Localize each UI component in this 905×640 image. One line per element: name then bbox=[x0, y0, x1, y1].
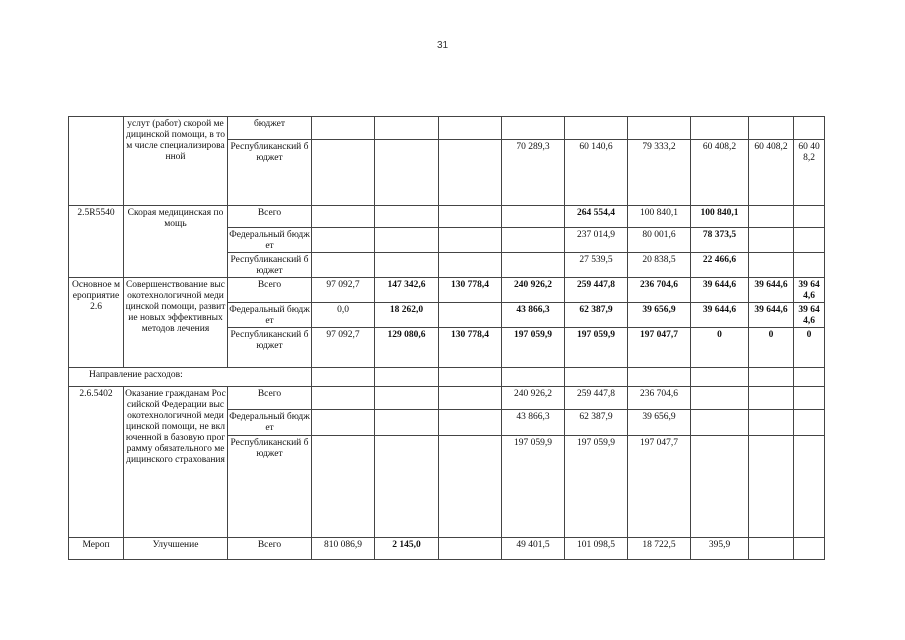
table-cell bbox=[749, 253, 794, 278]
table-cell: 147 342,6 bbox=[375, 278, 439, 303]
table-cell: Федеральный бюджет bbox=[228, 228, 312, 253]
table-cell: 60 140,6 bbox=[565, 140, 628, 206]
table-cell: 60 408,2 bbox=[794, 140, 825, 206]
table-cell: 39 644,6 bbox=[691, 278, 749, 303]
table-cell bbox=[439, 368, 502, 387]
table-cell: 0,0 bbox=[312, 303, 375, 328]
table-cell: Совершенствование высокотехнологичной медицинской помощи, развитие новых эффективных методов лечения bbox=[124, 278, 228, 368]
table-cell bbox=[312, 410, 375, 436]
table-cell bbox=[375, 140, 439, 206]
table-cell: Оказание гражданам Российской Федерации высокотехнологичной медицинской помощи, не включенной в базовую программу обязательного медицинского страхования bbox=[124, 387, 228, 538]
table-cell: Федеральный бюджет bbox=[228, 303, 312, 328]
table-cell bbox=[502, 253, 565, 278]
table-cell: 62 387,9 bbox=[565, 410, 628, 436]
table-cell: 79 333,2 bbox=[628, 140, 691, 206]
table-cell: 70 289,3 bbox=[502, 140, 565, 206]
table-cell bbox=[439, 140, 502, 206]
table-cell bbox=[375, 387, 439, 410]
table-cell bbox=[502, 368, 565, 387]
table-cell bbox=[375, 253, 439, 278]
table-row bbox=[69, 538, 825, 560]
table-cell bbox=[312, 436, 375, 538]
budget-table bbox=[68, 116, 825, 560]
table-cell: 240 926,2 bbox=[502, 278, 565, 303]
table-cell bbox=[312, 253, 375, 278]
table-cell: 18 722,5 bbox=[628, 538, 691, 560]
table-cell: 39 644,6 bbox=[794, 278, 825, 303]
table-cell: 810 086,9 bbox=[312, 538, 375, 560]
table-cell: 97 092,7 bbox=[312, 328, 375, 368]
table-cell bbox=[794, 436, 825, 538]
table-cell: 240 926,2 bbox=[502, 387, 565, 410]
table-row bbox=[69, 278, 825, 303]
table-cell: 197 047,7 bbox=[628, 328, 691, 368]
table-row bbox=[69, 117, 825, 140]
table-cell bbox=[749, 538, 794, 560]
table-cell: Республиканский бюджет bbox=[228, 140, 312, 206]
table-cell: Всего bbox=[228, 278, 312, 303]
table-cell: 39 644,6 bbox=[749, 278, 794, 303]
table-cell bbox=[69, 117, 124, 206]
table-cell bbox=[794, 387, 825, 410]
table-cell bbox=[794, 368, 825, 387]
table-cell bbox=[749, 368, 794, 387]
table-cell bbox=[439, 387, 502, 410]
table-cell: 2.5R5540 bbox=[69, 206, 124, 278]
table-cell bbox=[312, 117, 375, 140]
table-cell bbox=[794, 410, 825, 436]
table-cell bbox=[749, 117, 794, 140]
table-cell bbox=[691, 436, 749, 538]
table-cell bbox=[565, 117, 628, 140]
table-cell: Мероп bbox=[69, 538, 124, 560]
table-cell: 49 401,5 bbox=[502, 538, 565, 560]
table-cell bbox=[749, 387, 794, 410]
table-cell: 80 001,6 bbox=[628, 228, 691, 253]
table-cell bbox=[439, 206, 502, 228]
table-cell bbox=[312, 206, 375, 228]
table-cell: 20 838,5 bbox=[628, 253, 691, 278]
table-cell: бюджет bbox=[228, 117, 312, 140]
table-cell: Республиканский бюджет bbox=[228, 436, 312, 538]
table-cell bbox=[312, 387, 375, 410]
table-cell: 43 866,3 bbox=[502, 410, 565, 436]
table-cell: Всего bbox=[228, 538, 312, 560]
table-cell: 100 840,1 bbox=[628, 206, 691, 228]
table-cell bbox=[794, 228, 825, 253]
table-cell: 97 092,7 bbox=[312, 278, 375, 303]
table-cell: 39 644,6 bbox=[794, 303, 825, 328]
table-cell bbox=[749, 410, 794, 436]
table-cell: 62 387,9 bbox=[565, 303, 628, 328]
table-cell bbox=[439, 117, 502, 140]
table-cell: 2.6.5402 bbox=[69, 387, 124, 538]
table-cell: Республиканский бюджет bbox=[228, 328, 312, 368]
table-cell: 39 644,6 bbox=[749, 303, 794, 328]
table-cell: 236 704,6 bbox=[628, 278, 691, 303]
table-cell: 39 644,6 bbox=[691, 303, 749, 328]
table-cell bbox=[312, 368, 375, 387]
table-cell bbox=[375, 410, 439, 436]
table-cell: 27 539,5 bbox=[565, 253, 628, 278]
table-cell: 43 866,3 bbox=[502, 303, 565, 328]
table-cell bbox=[375, 228, 439, 253]
table-cell: 237 014,9 bbox=[565, 228, 628, 253]
table-cell bbox=[439, 410, 502, 436]
table-cell: 130 778,4 bbox=[439, 278, 502, 303]
table-cell bbox=[749, 228, 794, 253]
table-cell: услут (работ) скорой медицинской помощи, в том числе специализированной bbox=[124, 117, 228, 206]
table-cell bbox=[628, 368, 691, 387]
table-cell bbox=[502, 117, 565, 140]
table-cell bbox=[794, 117, 825, 140]
table-cell bbox=[439, 253, 502, 278]
table-cell: 197 059,9 bbox=[502, 436, 565, 538]
table-cell: 78 373,5 bbox=[691, 228, 749, 253]
table-cell: 197 047,7 bbox=[628, 436, 691, 538]
table-cell: 395,9 bbox=[691, 538, 749, 560]
table-cell: 259 447,8 bbox=[565, 278, 628, 303]
table-cell bbox=[794, 538, 825, 560]
table-cell: Всего bbox=[228, 206, 312, 228]
table-cell bbox=[375, 436, 439, 538]
table-row bbox=[69, 387, 825, 410]
table-cell bbox=[691, 410, 749, 436]
table-cell: 60 408,2 bbox=[749, 140, 794, 206]
table-row bbox=[69, 368, 825, 387]
table-cell bbox=[691, 368, 749, 387]
table-cell bbox=[749, 206, 794, 228]
table-cell bbox=[502, 228, 565, 253]
table-cell bbox=[691, 387, 749, 410]
table-cell: 0 bbox=[794, 328, 825, 368]
table-cell bbox=[439, 303, 502, 328]
table-cell: 197 059,9 bbox=[502, 328, 565, 368]
table-cell bbox=[628, 117, 691, 140]
table-cell: 39 656,9 bbox=[628, 410, 691, 436]
table-cell: Федеральный бюджет bbox=[228, 410, 312, 436]
table-cell: 129 080,6 bbox=[375, 328, 439, 368]
table-cell bbox=[439, 538, 502, 560]
table-cell: 18 262,0 bbox=[375, 303, 439, 328]
table-cell bbox=[691, 117, 749, 140]
table-cell: 130 778,4 bbox=[439, 328, 502, 368]
table-cell: 22 466,6 bbox=[691, 253, 749, 278]
table-cell bbox=[375, 368, 439, 387]
table-cell: 259 447,8 bbox=[565, 387, 628, 410]
table-cell: Основное мероприятие 2.6 bbox=[69, 278, 124, 368]
table-cell: 0 bbox=[749, 328, 794, 368]
table-cell: Всего bbox=[228, 387, 312, 410]
table-cell bbox=[312, 140, 375, 206]
table-cell: 101 098,5 bbox=[565, 538, 628, 560]
page-number: 31 bbox=[436, 40, 449, 51]
table-cell bbox=[375, 206, 439, 228]
table-cell bbox=[312, 228, 375, 253]
table-cell bbox=[375, 117, 439, 140]
table-cell: 39 656,9 bbox=[628, 303, 691, 328]
table-cell bbox=[794, 253, 825, 278]
table-cell: 60 408,2 bbox=[691, 140, 749, 206]
table-cell: 197 059,9 bbox=[565, 436, 628, 538]
table-cell bbox=[439, 228, 502, 253]
table-cell bbox=[502, 206, 565, 228]
table-cell: 264 554,4 bbox=[565, 206, 628, 228]
table-cell: Скорая медицинская помощь bbox=[124, 206, 228, 278]
table-cell bbox=[439, 436, 502, 538]
table-cell bbox=[565, 368, 628, 387]
table-cell: Улучшение bbox=[124, 538, 228, 560]
table-cell bbox=[749, 436, 794, 538]
table-row bbox=[69, 206, 825, 228]
table-cell: 2 145,0 bbox=[375, 538, 439, 560]
section-header: Направление расходов: bbox=[69, 368, 312, 387]
table-cell bbox=[794, 206, 825, 228]
table-cell: Республиканский бюджет bbox=[228, 253, 312, 278]
table-cell: 197 059,9 bbox=[565, 328, 628, 368]
table-cell: 0 bbox=[691, 328, 749, 368]
table-cell: 236 704,6 bbox=[628, 387, 691, 410]
table-cell: 100 840,1 bbox=[691, 206, 749, 228]
